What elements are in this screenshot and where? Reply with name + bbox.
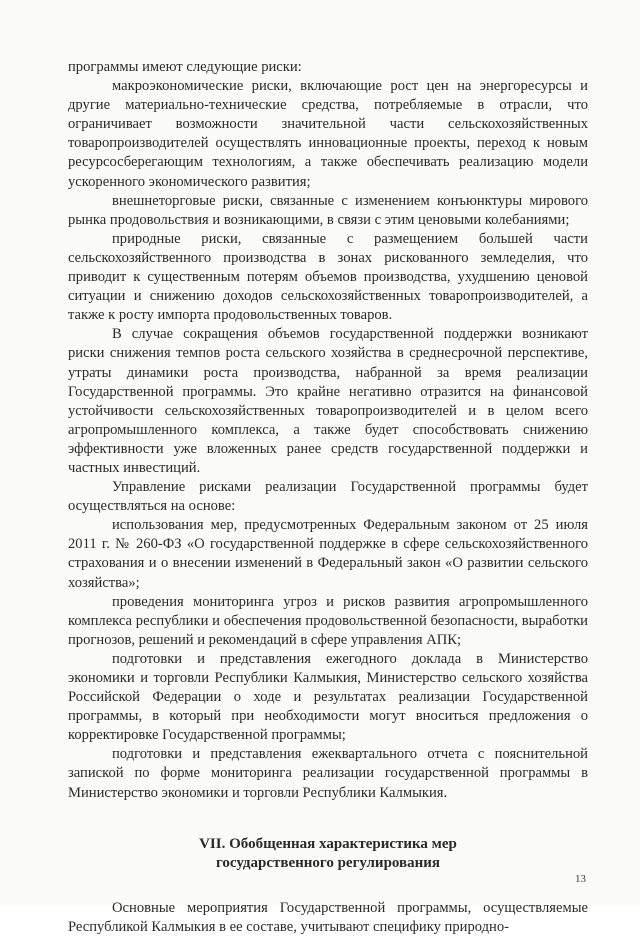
paragraph-annual-report: подготовки и представления ежегодного доклада в Министерство экономики и торговли Республики Калмыкия, Министерство сельского хозяйства Российской Федерации о ходе и результатах реализации Государственной программы, в который при необходимости могут вноситься предложения о корректировке Государственной программы;	[68, 650, 588, 744]
paragraph-federal-law: использования мер, предусмотренных Федеральным законом от 25 июля 2011 г. № 260-ФЗ «О государственной поддержке в сфере сельскохозяйственного страхования и о внесении изменений в Федеральный закон «О развитии сельского хозяйства»;	[68, 517, 588, 591]
paragraph-foreign-trade-risks: внешнеторговые риски, связанные с изменением конъюнктуры мирового рынка продовольствия и возникающими, в связи с этим ценовыми колебаниями;	[68, 192, 588, 228]
paragraph-intro: программы имеют следующие риски:	[68, 59, 302, 75]
paragraph-natural-risks: природные риски, связанные с размещением большей части сельскохозяйственного производства в зонах рискованного земледелия, что приводит к существенным потерям объемов производства, ухудшению ценовой ситуации и снижению доходов сельскохозяйственных товаропроизводителей, а также к росту импорта продовольственных товаров.	[68, 230, 588, 324]
paragraph-quarterly-report: подготовки и представления ежеквартального отчета с пояснительной запиской по форме мониторинга реализации государственной программы в Министерство экономики и торговли Республики Калмыкия.	[68, 746, 588, 801]
paragraph-support-reduction: В случае сокращения объемов государственной поддержки возникают риски снижения темпов роста сельского хозяйства в среднесрочной перспективе, утраты динамики роста производства, набранной за время реализации Государственной программы. Это крайне негативно отразится на финансовой устойчивости сельскохозяйственных товаропроизводителей и в целом всего агропромышленного комплекса, а также будет способствовать снижению эффективности уже вложенных ранее средств государственной поддержки и частных инвестиций.	[68, 326, 588, 476]
section-heading-line2: государственного регулирования	[215, 854, 441, 871]
paragraph-main-measures: Основные мероприятия Государственной программы, осуществляемые Республикой Калмыкия в ее составе, учитывают специфику природно-	[68, 899, 588, 935]
paragraph-monitoring: проведения мониторинга угроз и рисков развития агропромышленного комплекса республики и обеспечения продовольственной безопасности, выработки прогнозов, решений и рекомендаций в сфере управления АПК;	[68, 593, 588, 648]
section-heading-line1: VII. Обобщенная характеристика мер	[199, 835, 457, 852]
page-number: 13	[575, 872, 586, 885]
section-heading	[68, 835, 588, 873]
paragraph-risk-management: Управление рисками реализации Государственной программы будет осуществляться на основе:	[68, 479, 588, 515]
paragraph-macroeconomic-risks: макроэкономические риски, включающие рост цен на энергоресурсы и другие материально-технические средства, потребляемые в отрасли, что ограничивает возможности значительной части сельскохозяйственных товаропроизводителей осуществлять инновационные проекты, переход к новым ресурсосберегающим технологиям, а также обеспечивать реализацию модели ускоренного экономического развития;	[68, 78, 588, 190]
